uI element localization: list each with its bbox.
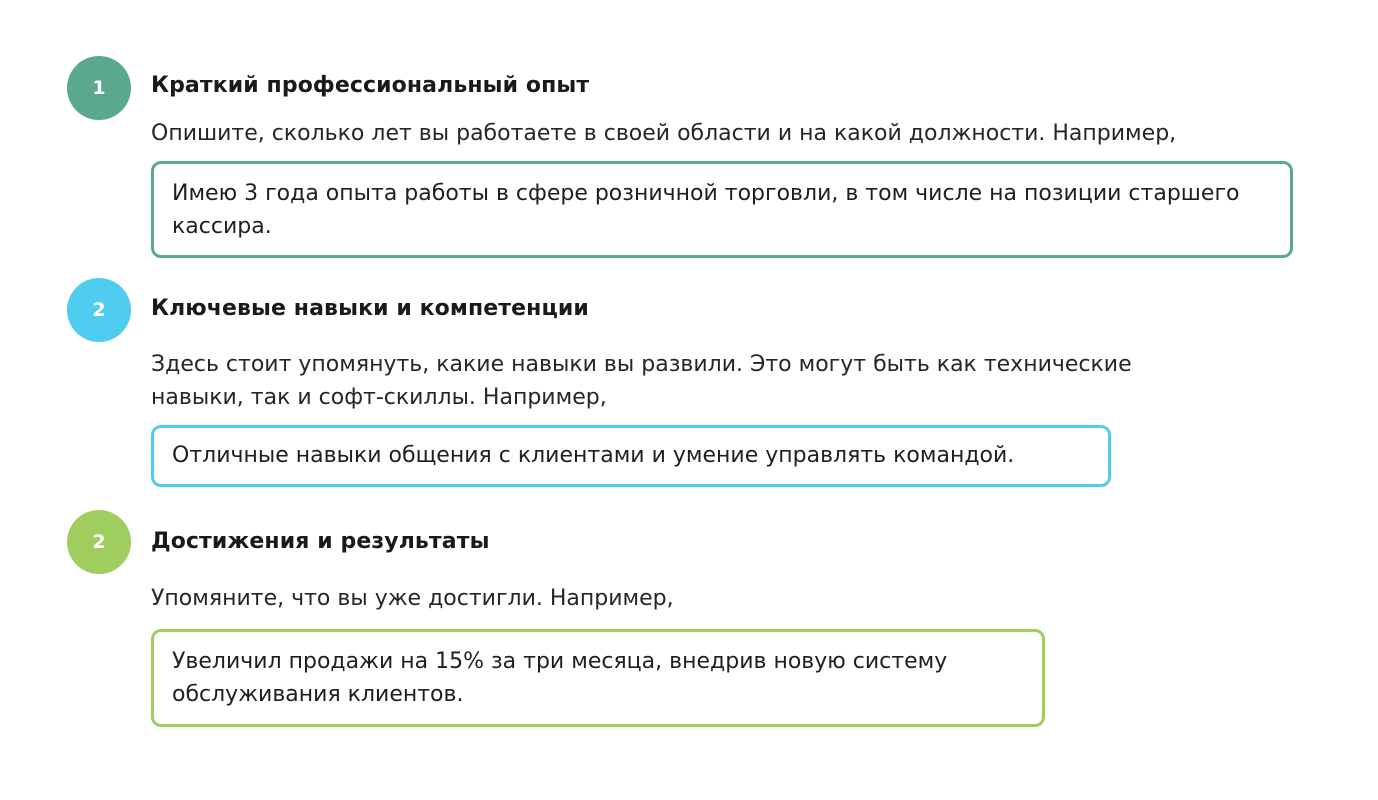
section-title: Ключевые навыки и компетенции (151, 296, 589, 321)
example-box: Имею 3 года опыта работы в сфере розничной торговли, в том числе на позиции старшего кассира. (151, 161, 1293, 258)
section-title: Достижения и результаты (151, 529, 490, 554)
example-box: Отличные навыки общения с клиентами и умение управлять командой. (151, 425, 1111, 487)
section-description: Здесь стоит упомянуть, какие навыки вы развили. Это могут быть как технические навыки, так и софт-скиллы. Например, (151, 352, 1132, 410)
step-number-badge: 2 (67, 278, 131, 342)
section-title: Краткий профессиональный опыт (151, 73, 590, 98)
section-description: Опишите, сколько лет вы работаете в своей области и на какой должности. Например, (151, 121, 1177, 146)
step-number-badge: 1 (67, 56, 131, 120)
step-number-badge: 2 (67, 510, 131, 574)
section-description: Упомяните, что вы уже достигли. Например, (151, 586, 674, 611)
example-box: Увеличил продажи на 15% за три месяца, внедрив новую систему обслуживания клиентов. (151, 629, 1045, 727)
